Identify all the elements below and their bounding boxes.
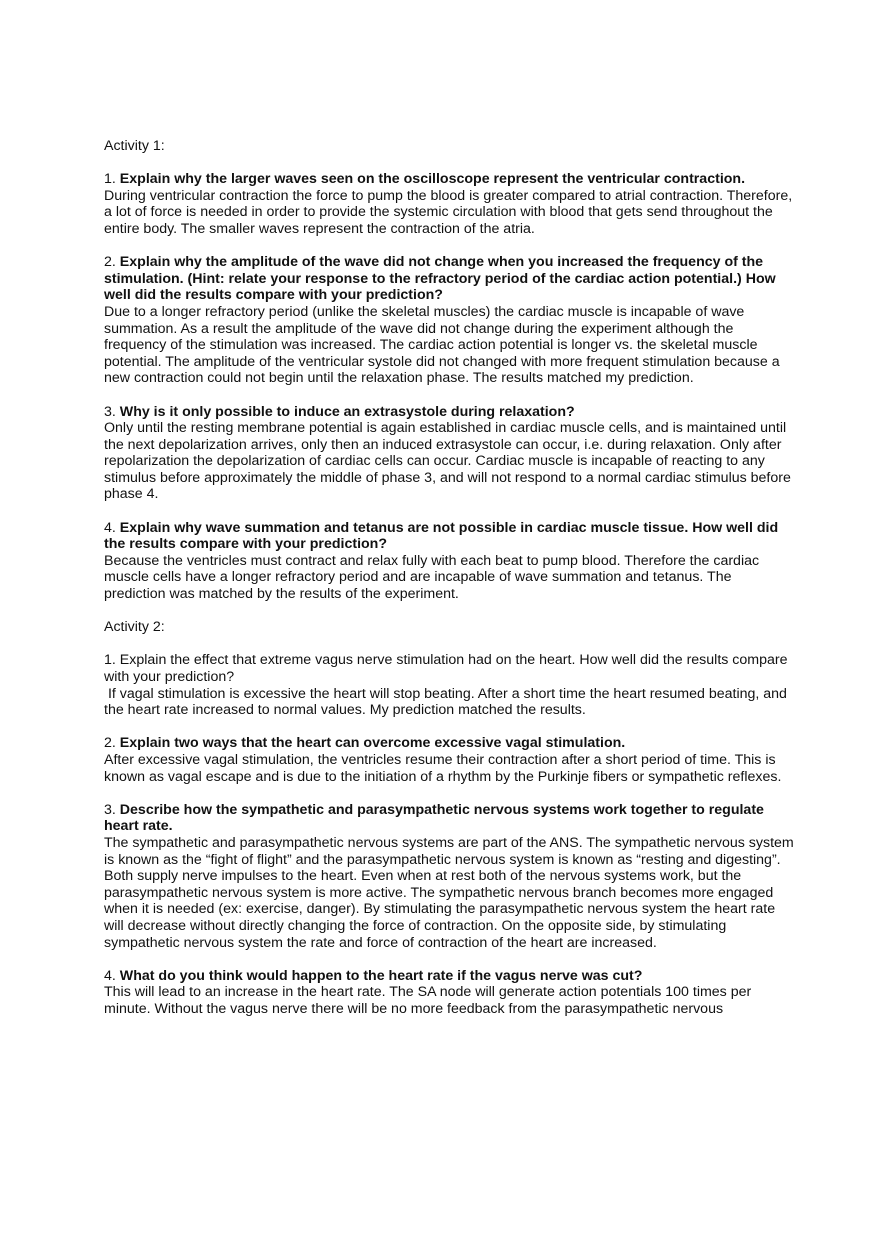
activity-1-heading: Activity 1: [104, 138, 165, 154]
question [104, 735, 794, 752]
activity-1-item-1 [104, 171, 794, 237]
question-number: 4. [104, 967, 116, 984]
answer-text: During ventricular contraction the force to pump the blood is greater compared to atrial contraction. Therefore, a lot of force is needed in order to provide the systemic circulation with blood that gets send throughout the entire body. The smaller waves represent the contraction of the atria. [104, 187, 793, 237]
question-number: 3. [104, 801, 116, 818]
question-text: Explain why the amplitude of the wave did not change when you increased the frequency of the stimulation. (Hint: relate your response to the refractory period of the cardiac action potential.) How well did the results compare with your prediction? [104, 254, 776, 304]
answer-text: If vagal stimulation is excessive the heart will stop beating. After a short time the heart resumed beating, and the heart rate increased to normal values. My prediction matched the results. [104, 685, 791, 719]
answer-text: Due to a longer refractory period (unlike the skeletal muscles) the cardiac muscle is incapable of wave summation. As a result the amplitude of the wave did not change during the experiment although the frequency of the stimulation was increased. The cardiac action potential is longer vs. the skeletal muscle potential. The amplitude of the ventricular systole did not changed with more frequent stimulation because a new contraction could not begin until the relaxation phase. The results matched my prediction. [104, 303, 780, 387]
activity-2-heading: Activity 2: [104, 619, 165, 636]
question-text: Explain the effect that extreme vagus nerve stimulation had on the heart. How well did the results compare with your prediction? [104, 652, 788, 685]
question-number: 2. [104, 254, 116, 271]
question [104, 404, 794, 421]
question-text: Explain why wave summation and tetanus are not possible in cardiac muscle tissue. How well did the results compare with your prediction? [104, 519, 779, 553]
answer-text: This will lead to an increase in the heart rate. The SA node will generate action potentials 100 times per minute. Without the vagus nerve there will be no more feedback from the parasympathetic nervous [104, 984, 752, 1017]
question-text: Describe how the sympathetic and parasympathetic nervous systems work together to regulate heart rate. [104, 801, 764, 835]
question-number: 1. [104, 652, 116, 669]
question [104, 652, 794, 685]
answer-text: After excessive vagal stimulation, the ventricles resume their contraction after a short period of time. This is known as vagal escape and is due to the initiation of a rhythm by the Purkinje fibers or sympathetic reflexes. [104, 751, 782, 785]
question-number: 4. [104, 519, 116, 536]
question [104, 802, 794, 835]
question-number: 2. [104, 735, 116, 752]
question [104, 968, 794, 985]
activity-1-item-4 [104, 520, 794, 603]
question-text: What do you think would happen to the heart rate if the vagus nerve was cut? [119, 967, 643, 984]
activity-2-item-1 [104, 652, 794, 718]
activity-1-item-3 [104, 404, 794, 504]
activity-2-item-2 [104, 735, 794, 785]
question-number: 3. [104, 403, 116, 420]
answer-text: Only until the resting membrane potential is again established in cardiac muscle cells, and is maintained until the next depolarization arrives, only then an induced extrasystole can occur, i.e. during relaxation. Only after repolarization the depolarization of cardiac cells can occur. Cardiac muscle is incapable of reacting to any stimulus before approximately the middle of phase 3, and will not respond to a normal cardiac stimulus before phase 4. [104, 420, 791, 503]
question-text: Explain why the larger waves seen on the oscilloscope represent the ventricular contraction. [119, 171, 746, 188]
question-text: Why is it only possible to induce an extrasystole during relaxation? [119, 403, 575, 420]
question [104, 254, 794, 304]
question-text: Explain two ways that the heart can overcome excessive vagal stimulation. [119, 735, 626, 752]
activity-1-item-2 [104, 254, 794, 387]
answer-text: Because the ventricles must contract and relax fully with each beat to pump blood. Therefore the cardiac muscle cells have a longer refractory period and are incapable of wave summation and tetanus. The prediction was matched by the results of the experiment. [104, 552, 760, 603]
question [104, 520, 794, 553]
answer-text: The sympathetic and parasympathetic nervous systems are part of the ANS. The sympathetic nervous system is known as the “fight of flight” and the parasympathetic nervous system is known as “resting and digesting”. Both supply nerve impulses to the heart. Even when at rest both of the nervous systems work, but the parasympathetic nervous system is more active. The sympathetic nervous branch becomes more engaged when it is needed (ex: exercise, danger). By stimulating the parasympathetic nervous system the heart rate will decrease without directly changing the force of contraction. On the opposite side, by stimulating sympathetic nervous system the rate and force of contraction of the heart are increased. [104, 834, 794, 951]
question [104, 171, 794, 188]
activity-2-item-4 [104, 968, 794, 1018]
question-number: 1. [104, 171, 116, 188]
document-page [104, 138, 794, 1034]
activity-2-item-3 [104, 802, 794, 951]
